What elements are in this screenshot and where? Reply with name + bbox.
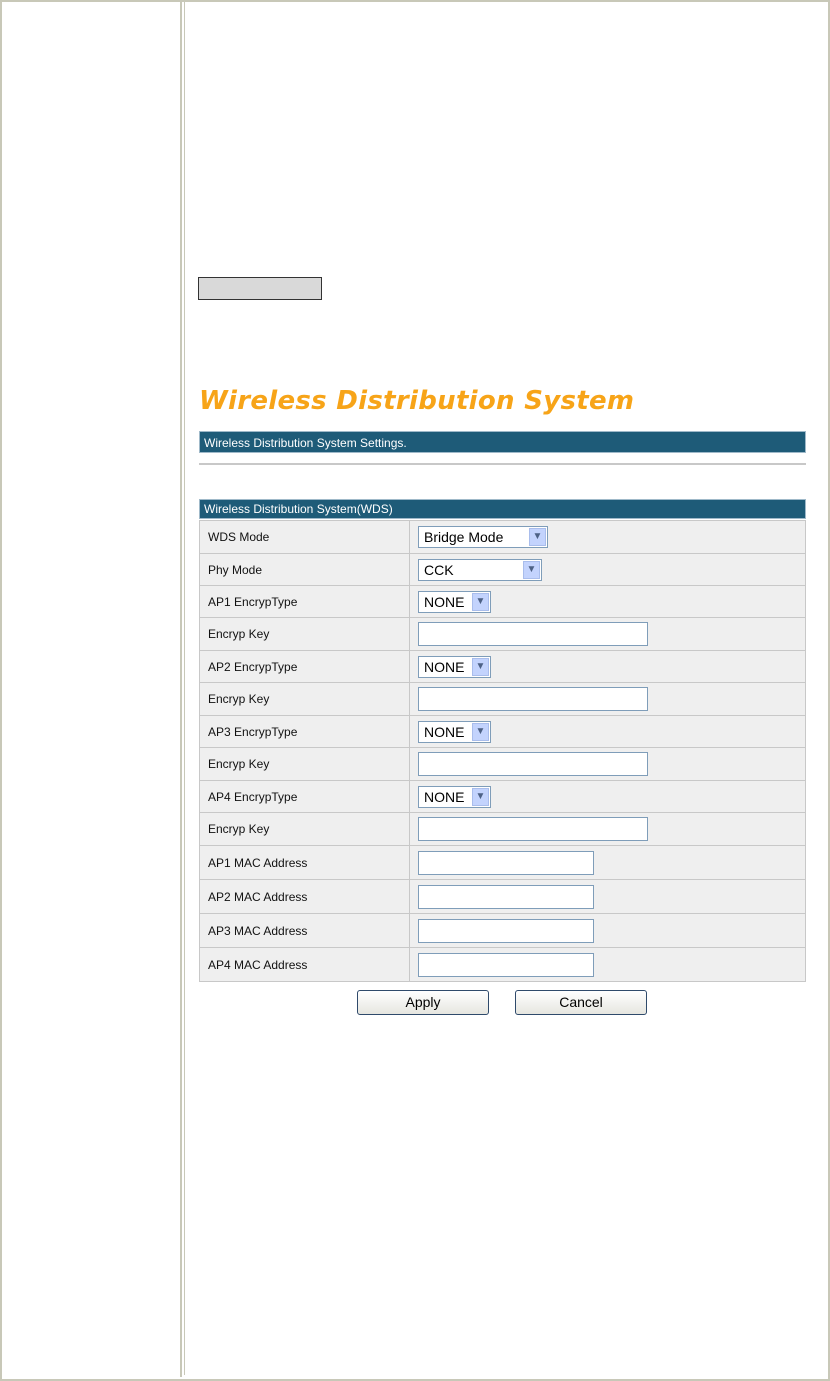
- ap2-mac-input[interactable]: [418, 885, 594, 909]
- ap1-mac-label: AP1 MAC Address: [200, 846, 410, 880]
- ap1-encryptype-select[interactable]: NONE ▼: [418, 591, 491, 613]
- ap2-encryp-key-input[interactable]: [418, 687, 648, 711]
- subtitle-bar: Wireless Distribution System Settings.: [199, 431, 806, 453]
- ap2-encryptype-label: AP2 EncrypType: [200, 651, 410, 683]
- table-row: [200, 586, 806, 618]
- section-header: Wireless Distribution System(WDS): [199, 499, 806, 519]
- ap3-mac-label: AP3 MAC Address: [200, 914, 410, 948]
- chevron-down-icon[interactable]: ▼: [472, 658, 489, 676]
- table-row: [200, 748, 806, 781]
- phy-mode-label: Phy Mode: [200, 554, 410, 586]
- ap1-encryp-key-label: Encryp Key: [200, 618, 410, 651]
- ap2-encryptype-select[interactable]: NONE ▼: [418, 656, 491, 678]
- wds-mode-label: WDS Mode: [200, 521, 410, 554]
- table-row: [200, 813, 806, 846]
- table-row: [200, 914, 806, 948]
- ap1-encryptype-label: AP1 EncrypType: [200, 586, 410, 618]
- ap3-encryp-key-input[interactable]: [418, 752, 648, 776]
- ap1-encryp-key-input[interactable]: [418, 622, 648, 646]
- ap1-mac-input[interactable]: [418, 851, 594, 875]
- chevron-down-icon[interactable]: ▼: [472, 593, 489, 611]
- table-row: [200, 880, 806, 914]
- ap4-mac-input[interactable]: [418, 953, 594, 977]
- table-row: [200, 948, 806, 982]
- chevron-down-icon[interactable]: ▼: [472, 723, 489, 741]
- chevron-down-icon[interactable]: ▼: [472, 788, 489, 806]
- left-column: [0, 0, 182, 1377]
- divider: [199, 463, 806, 465]
- ap3-encryptype-select[interactable]: NONE ▼: [418, 721, 491, 743]
- cancel-button[interactable]: Cancel: [515, 990, 647, 1015]
- table-row: [200, 521, 806, 554]
- ap2-encryp-key-label: Encryp Key: [200, 683, 410, 716]
- apply-button[interactable]: Apply: [357, 990, 489, 1015]
- ap4-encryptype-label: AP4 EncrypType: [200, 781, 410, 813]
- table-row: [200, 618, 806, 651]
- table-row: [200, 716, 806, 748]
- table-row: [200, 554, 806, 586]
- ap4-encryp-key-label: Encryp Key: [200, 813, 410, 846]
- wds-mode-select[interactable]: Bridge Mode ▼: [418, 526, 548, 548]
- table-row: [200, 683, 806, 716]
- ap3-encryp-key-label: Encryp Key: [200, 748, 410, 781]
- chevron-down-icon[interactable]: ▼: [523, 561, 540, 579]
- ap3-mac-input[interactable]: [418, 919, 594, 943]
- wds-settings-table: [199, 520, 806, 982]
- table-row: [200, 781, 806, 813]
- ap3-encryptype-label: AP3 EncrypType: [200, 716, 410, 748]
- page-title: Wireless Distribution System: [199, 386, 635, 416]
- ap2-mac-label: AP2 MAC Address: [200, 880, 410, 914]
- ap4-encryptype-select[interactable]: NONE ▼: [418, 786, 491, 808]
- table-row: [200, 651, 806, 683]
- grey-placeholder-box: [198, 277, 322, 300]
- ap4-encryp-key-input[interactable]: [418, 817, 648, 841]
- phy-mode-select[interactable]: CCK ▼: [418, 559, 542, 581]
- chevron-down-icon[interactable]: ▼: [529, 528, 546, 546]
- table-row: [200, 846, 806, 880]
- ap4-mac-label: AP4 MAC Address: [200, 948, 410, 982]
